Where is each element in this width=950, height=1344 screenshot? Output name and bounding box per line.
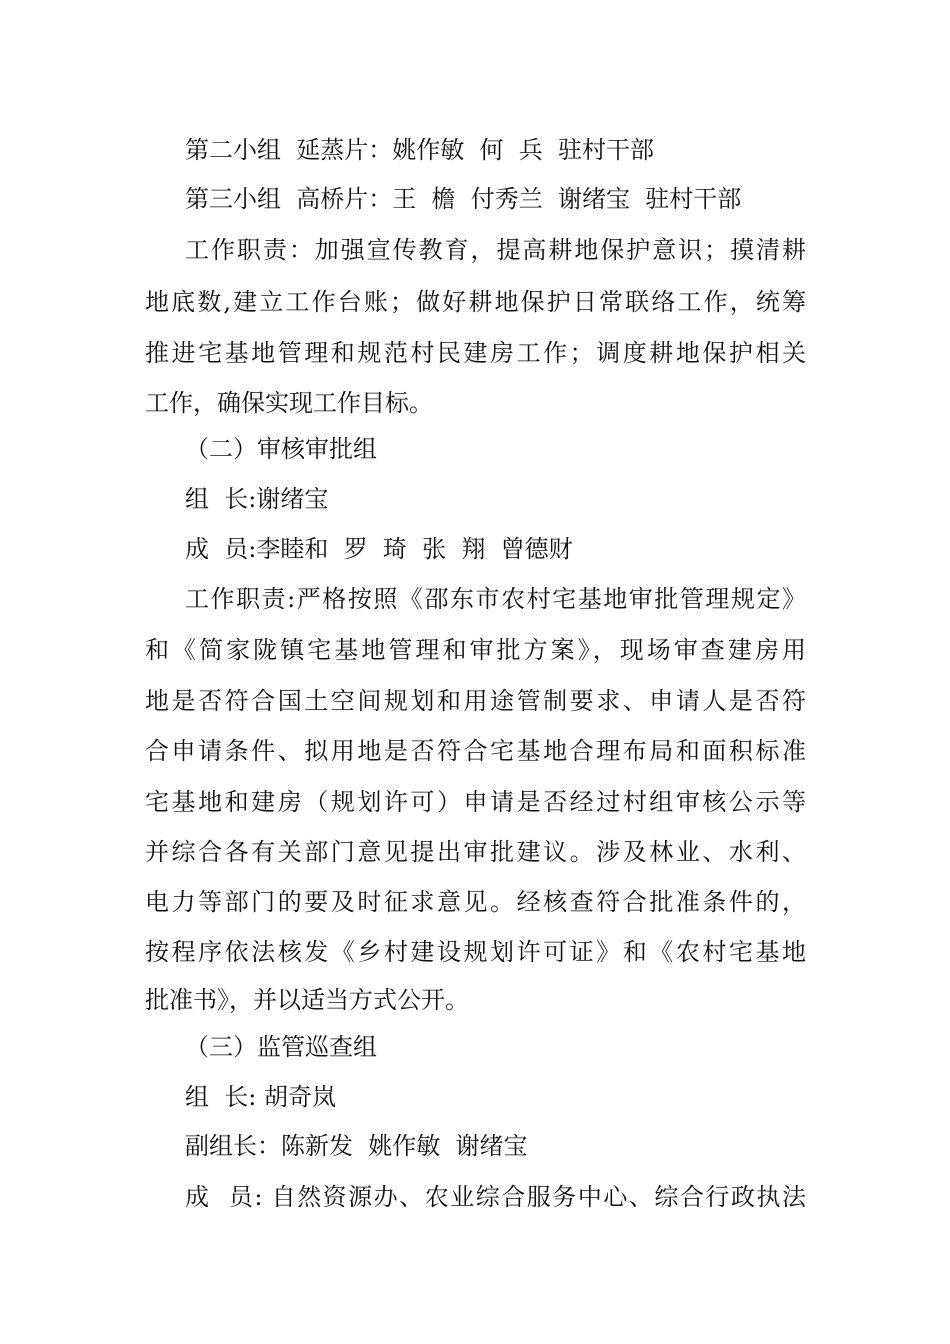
text-line-supervision-members: 成 员: 自然资源办、农业综合服务中心、综合行政执法 (185, 1183, 806, 1211)
text-line-leader: 组 长:谢绪宝 (185, 485, 329, 513)
text-line-duties-1: 工作职责：加强宣传教育，提高耕地保护意识；摸清耕 (185, 236, 806, 264)
text-line-supervision-deputy: 副组长：陈新发 姚作敏 谢绪宝 (185, 1132, 528, 1160)
text-line-members: 成 员:李睦和 罗 琦 张 翔 曾德财 (185, 535, 573, 563)
text-line-group-2: 第二小组 延蒸片：姚作敏 何 兵 驻村干部 (185, 136, 655, 164)
text-line-review-6: 并综合各有关部门意见提出审批建议。涉及林业、水利、 (145, 838, 806, 866)
text-line-duties-2: 地底数,建立工作台账；做好耕地保护日常联络工作，统筹 (145, 288, 806, 316)
text-line-duties-4: 工作，确保实现工作目标。 (145, 389, 433, 417)
text-line-review-7: 电力等部门的要及时征求意见。经核查符合批准条件的， (145, 888, 806, 916)
text-line-duties-3: 推进宅基地管理和规范村民建房工作；调度耕地保护相关 (145, 339, 806, 367)
section-heading-review-approval: （二）审核审批组 (185, 435, 377, 463)
text-line-review-3: 地是否符合国土空间规划和用途管制要求、申请人是否符 (145, 687, 806, 715)
text-line-review-5: 宅基地和建房（规划许可）申请是否经过村组审核公示等 (145, 788, 806, 816)
text-line-group-3: 第三小组 高桥片：王 檐 付秀兰 谢绪宝 驻村干部 (185, 185, 742, 213)
text-line-review-2: 和《简家陇镇宅基地管理和审批方案》，现场审查建房用 (145, 636, 806, 664)
text-line-supervision-leader: 组 长: 胡奇岚 (185, 1083, 336, 1111)
text-line-review-9: 批准书》，并以适当方式公开。 (145, 986, 469, 1014)
section-heading-supervision: （三）监管巡查组 (185, 1033, 377, 1061)
text-line-review-8: 按程序依法核发《乡村建设规划许可证》和《农村宅基地 (145, 938, 806, 966)
text-line-review-4: 合申请条件、拟用地是否符合宅基地合理布局和面积标准 (145, 737, 806, 765)
text-line-review-1: 工作职责:严格按照《邵东市农村宅基地审批管理规定》 (185, 585, 806, 613)
